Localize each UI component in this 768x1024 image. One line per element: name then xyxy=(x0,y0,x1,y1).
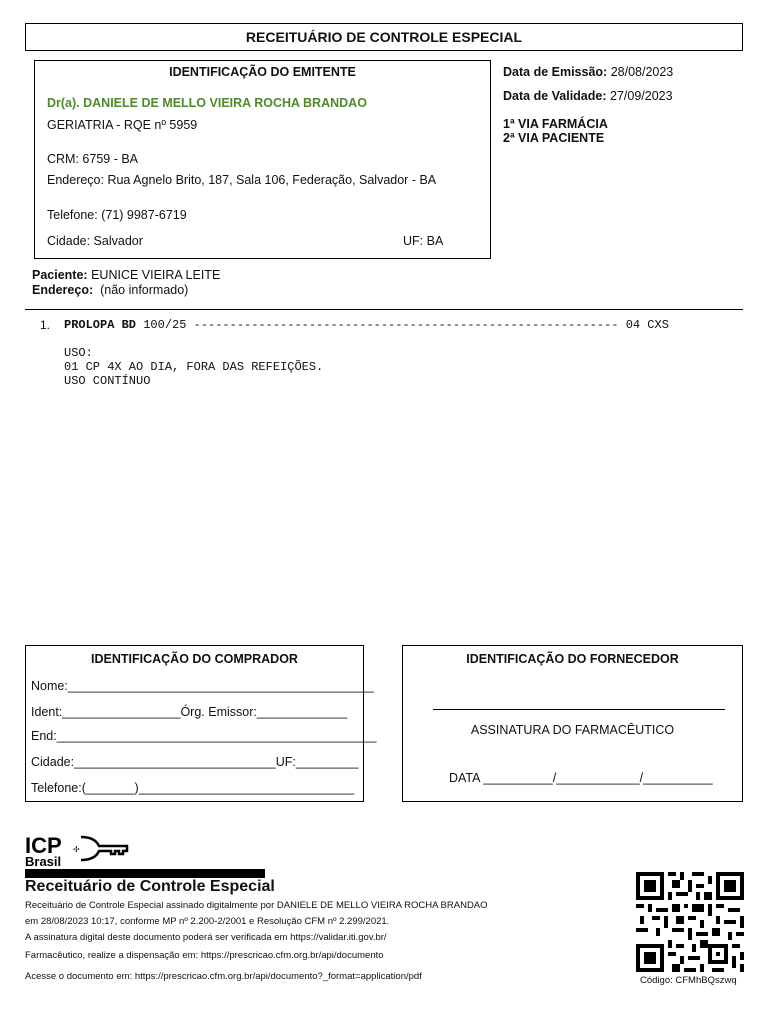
key-icon xyxy=(81,837,127,860)
footer-note-signed: Receituário de Controle Especial assinado digitalmente por DANIELE DE MELLO VIEIRA ROCHA BRANDAO xyxy=(25,900,488,911)
patient-address-label: Endereço: xyxy=(32,283,94,297)
usage-instructions: 01 CP 4X AO DIA, FORA DAS REFEIÇÕES. xyxy=(64,360,324,374)
validity-date-row xyxy=(503,89,673,103)
via-pharmacy: 1ª VIA FARMÁCIA xyxy=(503,117,608,131)
doctor-phone: Telefone: (71) 9987-6719 xyxy=(47,208,187,222)
prescription-item xyxy=(64,318,669,332)
patient-label: Paciente: xyxy=(32,268,88,282)
pharmacist-signature-label: ASSINATURA DO FARMACÊUTICO xyxy=(470,723,675,737)
footer-bar xyxy=(25,869,265,878)
buyer-box xyxy=(25,645,377,802)
buyer-ident-field: Ident:_________________Órg. Emissor:_____________ xyxy=(31,705,348,719)
dispensing-date-field: DATA __________/____________/__________ xyxy=(449,771,713,785)
supplier-box xyxy=(402,645,743,802)
supplier-header: IDENTIFICAÇÃO DO FORNECEDOR xyxy=(466,652,679,666)
signature-line xyxy=(433,709,725,710)
footer-note-verify: A assinatura digital deste documento poderá ser verificada em https://validar.iti.gov.br/ xyxy=(25,932,387,943)
validity-date: 27/09/2023 xyxy=(610,89,673,103)
footer-note-dispense: Farmacêutico, realize a dispensação em: https://prescricao.cfm.org.br/api/documento xyxy=(25,950,384,961)
footer-title: Receituário de Controle Especial xyxy=(25,878,275,895)
emission-date-label: Data de Emissão: xyxy=(503,65,608,79)
usage-label: USO: xyxy=(64,346,93,360)
document-code: Código: CFMhBQszwq xyxy=(640,975,737,986)
patient-address: (não informado) xyxy=(100,283,189,297)
emission-date: 28/08/2023 xyxy=(610,65,674,79)
icp-brasil-logo xyxy=(25,832,135,868)
item-number: 1. xyxy=(40,318,51,332)
buyer-header: IDENTIFICAÇÃO DO COMPRADOR xyxy=(91,652,298,666)
document-title-text: RECEITUÁRIO DE CONTROLE ESPECIAL xyxy=(245,29,523,45)
separator-line xyxy=(25,309,743,310)
footer-note-date: em 28/08/2023 10:17, conforme MP nº 2.200-2/2001 e Resolução CFM nº 2.299/2021. xyxy=(25,916,390,927)
buyer-city-field: Cidade:_____________________________UF:_________ xyxy=(31,755,359,769)
patient-address-row xyxy=(32,283,188,297)
buyer-name-field: Nome:____________________________________________ xyxy=(31,679,374,693)
svg-text:✢: ✢ xyxy=(73,845,80,854)
buyer-address-field: End:______________________________________________ xyxy=(31,729,377,743)
qr-code-icon[interactable] xyxy=(636,871,744,973)
drug-name: PROLOPA BD xyxy=(64,318,137,332)
footer-note-access: Acesse o documento em: https://prescricao.cfm.org.br/api/documento?_format=application/pdf xyxy=(25,971,422,982)
usage-continuous: USO CONTÍNUO xyxy=(64,374,151,388)
doctor-crm: CRM: 6759 - BA xyxy=(47,152,139,166)
doctor-address: Endereço: Rua Agnelo Brito, 187, Sala 106, Federação, Salvador - BA xyxy=(47,173,437,187)
svg-text:ICP: ICP xyxy=(25,833,62,858)
patient-row xyxy=(32,268,220,282)
doctor-city: Cidade: Salvador xyxy=(47,234,143,248)
validity-date-label: Data de Validade: xyxy=(503,89,607,103)
emitter-header: IDENTIFICAÇÃO DO EMITENTE xyxy=(169,65,356,79)
svg-text:Brasil: Brasil xyxy=(25,854,62,868)
document-title xyxy=(25,23,743,51)
buyer-phone-field: Telefone:(_______)_______________________________ xyxy=(31,781,355,795)
via-patient: 2ª VIA PACIENTE xyxy=(503,131,605,145)
doctor-specialty: GERIATRIA - RQE nº 5959 xyxy=(47,118,198,132)
doctor-name: Dr(a). DANIELE DE MELLO VIEIRA ROCHA BRANDAO xyxy=(47,96,367,110)
emitter-box xyxy=(34,60,491,259)
doctor-uf: UF: BA xyxy=(403,234,444,248)
emission-date-row xyxy=(503,65,673,79)
patient-name: EUNICE VIEIRA LEITE xyxy=(91,268,221,282)
drug-dose-quantity: 100/25 ----------------------------------------------------------- 04 CXS xyxy=(136,318,669,332)
